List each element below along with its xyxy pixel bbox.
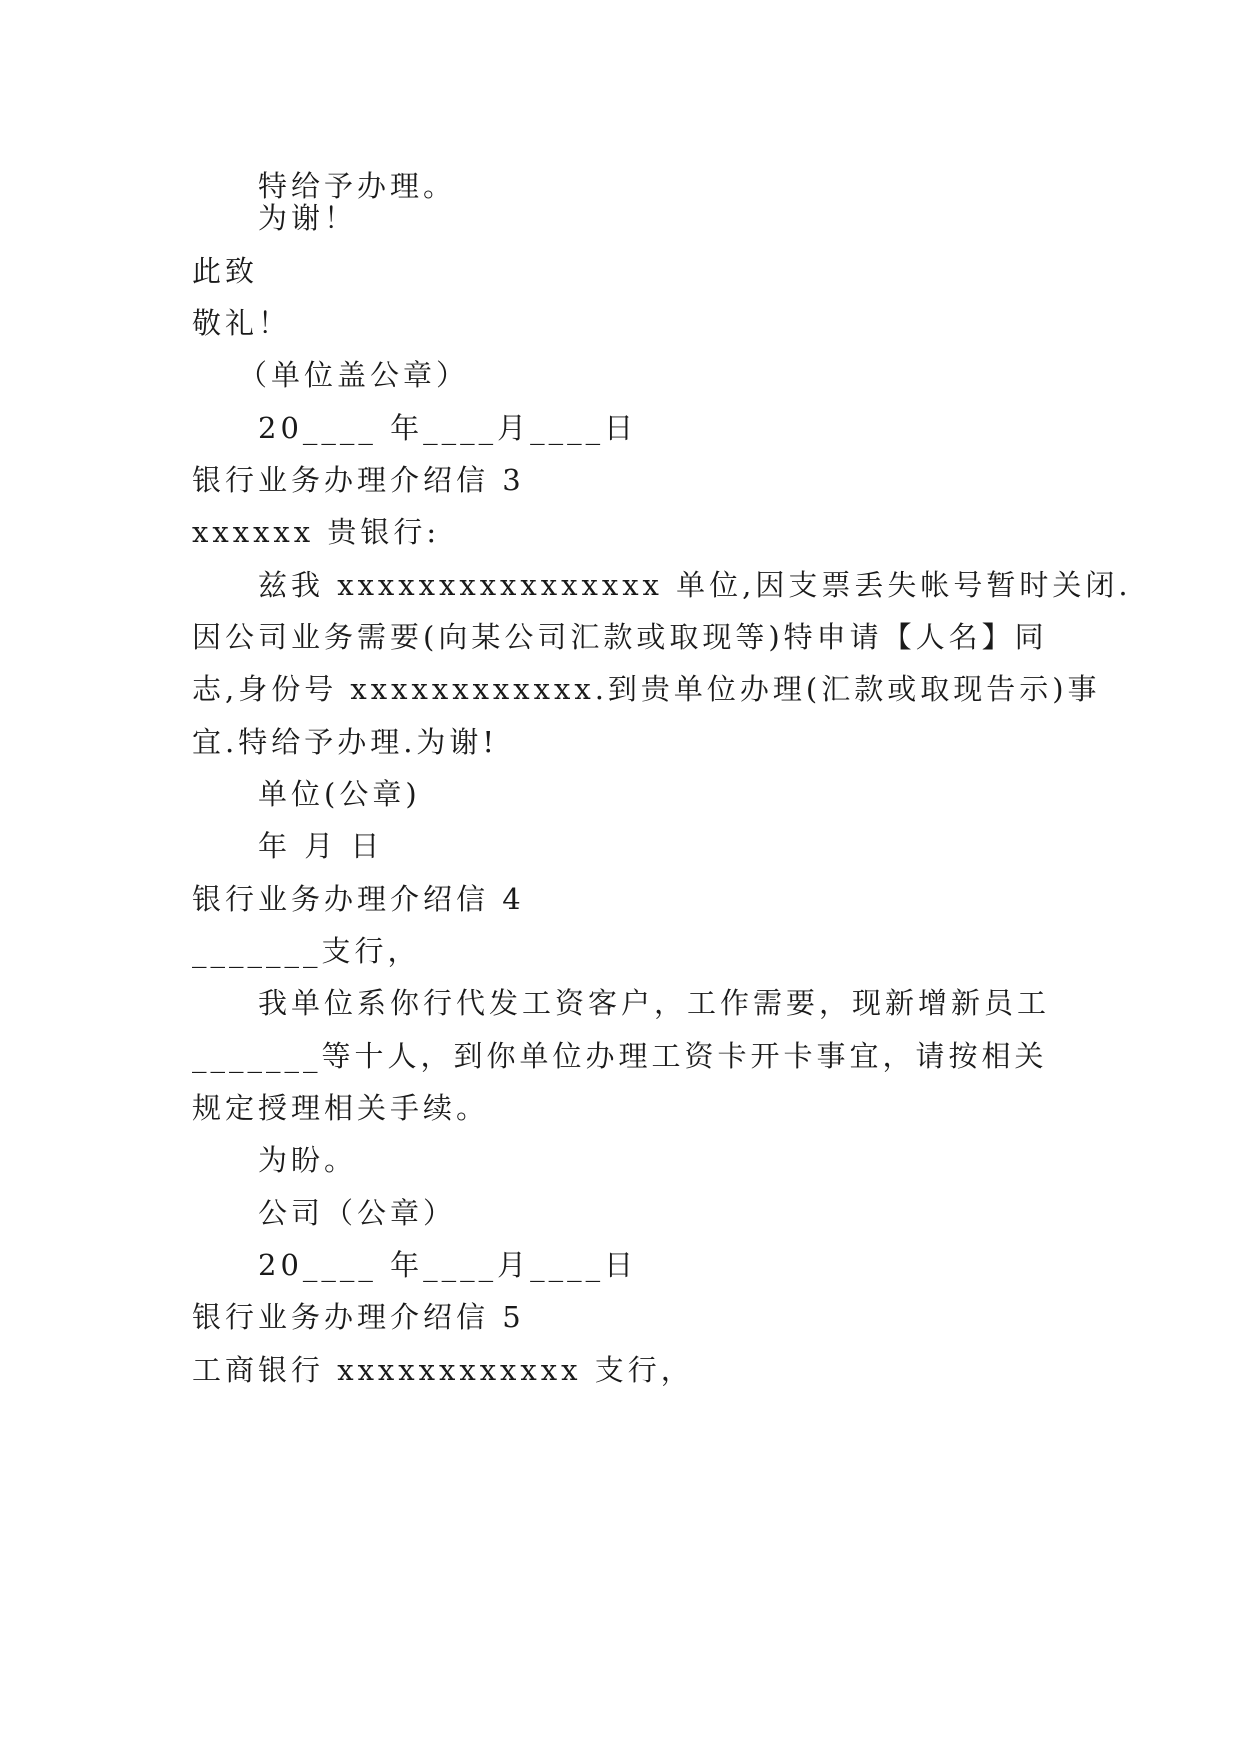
signature-line: 公司（公章）	[258, 1196, 457, 1230]
text-line: 敬礼！	[192, 306, 292, 340]
date-line: 20____ 年____月____日	[258, 411, 638, 445]
text-line: 为谢！	[258, 201, 358, 235]
body-line: 我单位系你行代发工资客户，工作需要，现新增新员工	[258, 986, 1051, 1020]
salutation: xxxxxx 贵银行:	[192, 515, 441, 549]
body-line: 因公司业务需要(向某公司汇款或取现等)特申请【人名】同	[192, 620, 1048, 654]
date-line: 年 月 日	[258, 829, 384, 863]
signature-line: 单位(公章)	[258, 777, 421, 811]
body-line: 宜.特给予办理.为谢!	[192, 725, 499, 759]
body-line: 兹我 xxxxxxxxxxxxxxxx 单位,因支票丢失帐号暂时关闭.	[258, 568, 1132, 602]
section-title: 银行业务办理介绍信 5	[192, 1300, 525, 1334]
body-line: _______等十人，到你单位办理工资卡开卡事宜，请按相关	[192, 1039, 1048, 1073]
salutation: 工商银行 xxxxxxxxxxxx 支行，	[192, 1353, 694, 1387]
section-title: 银行业务办理介绍信 4	[192, 882, 525, 916]
text-line: 特给予办理。	[258, 169, 457, 203]
body-line: 规定授理相关手续。	[192, 1091, 490, 1125]
date-line: 20____ 年____月____日	[258, 1248, 638, 1282]
seal-line: （单位盖公章）	[238, 358, 470, 392]
closing-line: 为盼。	[258, 1143, 358, 1177]
section-title: 银行业务办理介绍信 3	[192, 463, 525, 497]
salutation: _______支行，	[192, 934, 421, 968]
body-line: 志,身份号 xxxxxxxxxxxx.到贵单位办理(汇款或取现告示)事	[192, 672, 1101, 706]
text-line: 此致	[192, 254, 259, 288]
